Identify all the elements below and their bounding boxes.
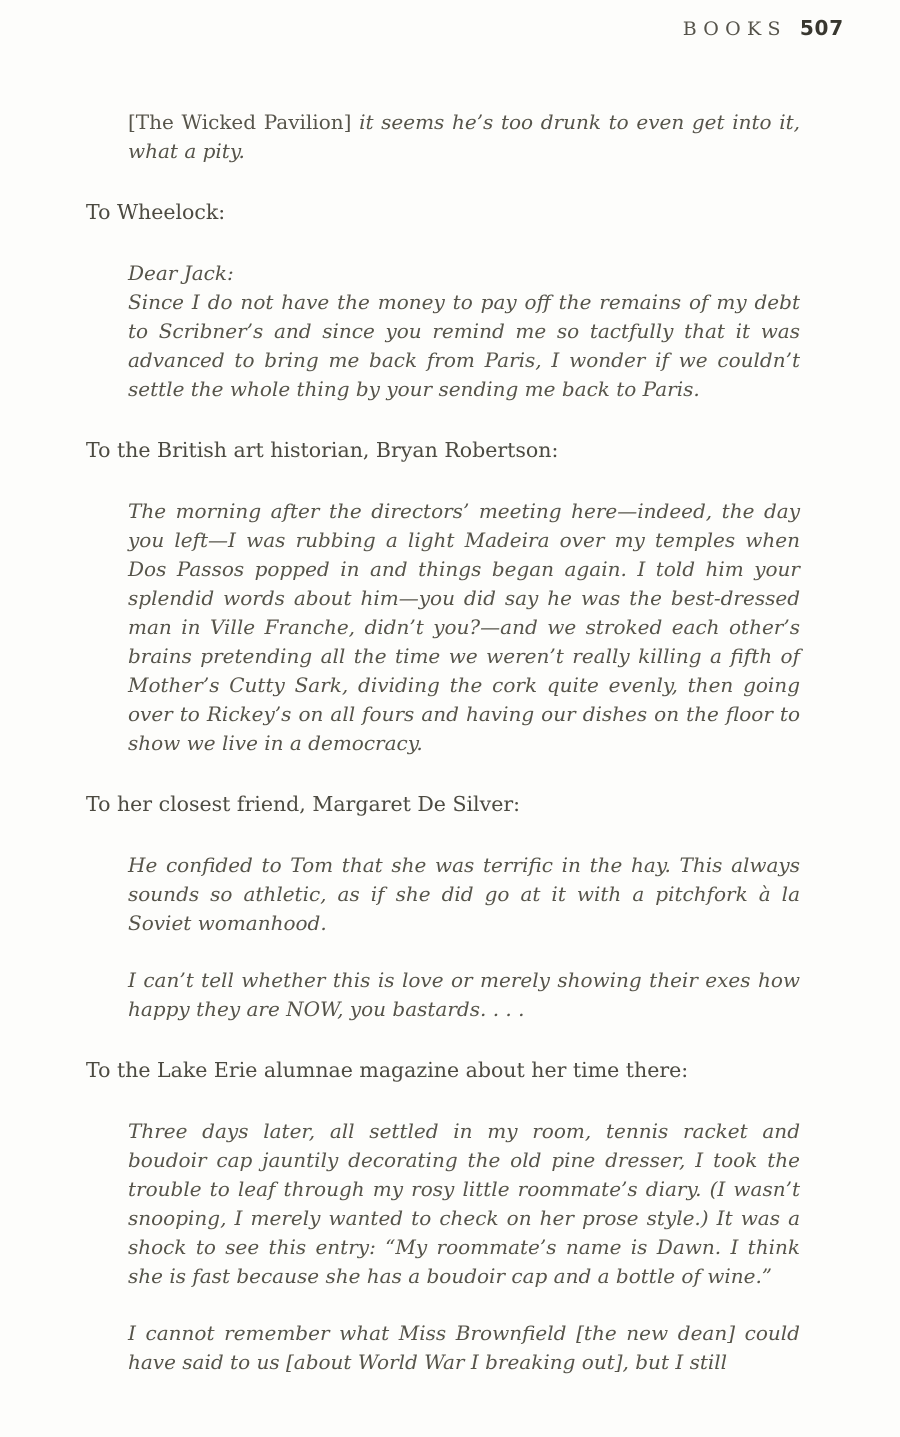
quote-wheelock-letter: [128, 259, 800, 404]
attribution-wheelock: To Wheelock:: [86, 200, 226, 224]
quote-lake-erie-letter: [128, 1117, 800, 1377]
text-column: [0, 42, 900, 1377]
quote-paragraph: I cannot remember what Miss Brownfield [the new dean] could have said to us [about World War I breaking out], but I still: [128, 1321, 800, 1374]
quote-paragraph: I can’t tell whether this is love or merely showing their exes how happy they are NOW, you bastards. . . .: [128, 968, 800, 1021]
page-header: [0, 0, 900, 42]
quote-paragraph: [128, 259, 800, 404]
attribution-robertson: To the British art historian, Bryan Robertson:: [86, 438, 559, 462]
quote-de-silver-letter: [128, 851, 800, 1024]
quote-paragraph: He confided to Tom that she was terrific in the hay. This always sounds so athletic, as if she did go at it with a pitchfork à la Soviet womanhood.: [128, 853, 800, 935]
quote-text: it seems he’s too drunk to even get into it, what a pity.: [128, 110, 800, 163]
quote-wicked-pavilion: [128, 108, 800, 166]
quote-paragraph: [128, 108, 800, 166]
quote-robertson-letter: [128, 497, 800, 758]
page-number: 507: [799, 16, 844, 40]
running-head-section: BOOKS: [682, 18, 787, 40]
attribution-de-silver: To her closest friend, Margaret De Silver:: [86, 792, 521, 816]
attribution-lake-erie: To the Lake Erie alumnae magazine about her time there:: [86, 1058, 689, 1082]
quote-paragraph: Three days later, all settled in my room, tennis racket and boudoir cap jauntily decorating the old pine dresser, I took the trouble to leaf through my rosy little roommate’s diary. (I wasn’t snooping, I merely wanted to check on her prose style.) It was a shock to see this entry: “My roommate’s name is Dawn. I think she is fast because she has a boudoir cap and a bottle of wine.”: [128, 1119, 800, 1288]
letter-salutation: Dear Jack:: [128, 261, 234, 285]
quote-paragraph: The morning after the directors’ meeting here—indeed, the day you left—I was rubbing a light Madeira over my temples when Dos Passos popped in and things began again. I told him your splendid words about him—you did say he was the best-dressed man in Ville Franche, didn’t you?—and we stroked each other’s brains pretending all the time we weren’t really killing a fifth of Mother’s Cutty Sark, dividing the cork quite evenly, then going over to Rickey’s on all fours and having our dishes on the floor to show we live in a democracy.: [128, 499, 800, 755]
quote-source-bracket: [The Wicked Pavilion]: [128, 110, 352, 134]
letter-body: Since I do not have the money to pay off the remains of my debt to Scribner’s and since you remind me so tactfully that it was advanced to bring me back from Paris, I wonder if we couldn’t settle the whole thing by your sending me back to Paris.: [128, 290, 800, 401]
